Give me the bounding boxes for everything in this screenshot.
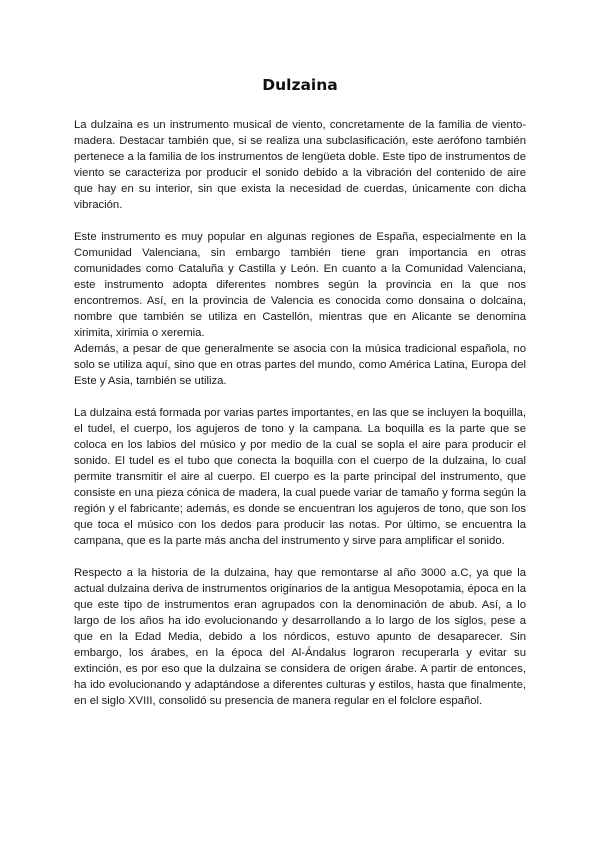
document-title: Dulzaina xyxy=(262,76,338,94)
paragraph-history: Respecto a la historia de la dulzaina, hay que remontarse al año 3000 a.C, ya que la actual dulzaina deriva de instrumentos originarios de la antigua Mesopotamia, época en la que este tipo de instrumentos eran agrupados con la denominación de abub. Así, a lo largo de los años ha ido evolucionando y desarrollando a lo largo de los siglos, pese a que en la Edad Media, debido a los nórdicos, estuvo apunto de desaparecer. Sin embargo, los árabes, en la época del Al-Ándalus lograron recuperarla y evitar su extinción, es por eso que la dulzaina se considera de origen árabe. A partir de entonces, ha ido evolucionando y adaptándose a diferentes culturas y estilos, hasta que finalmente, en el siglo XVIII, consolidó su presencia de manera regular en el folclore español. xyxy=(74,567,526,707)
document-body xyxy=(74,117,526,709)
paragraph-regions: Este instrumento es muy popular en algunas regiones de España, especialmente en la Comunidad Valenciana, sin embargo también tiene gran importancia en otras comunidades como Cataluña y Castilla y León. En cuanto a la Comunidad Valenciana, este instrumento adopta diferentes nombres según la provincia en la que nos encontremos. Así, en la provincia de Valencia es conocida como donsaina o dolcaina, nombre que también se utiliza en Castellón, mientras que en Alicante se denomina xirimita, xirimia o xeremia. xyxy=(74,231,526,339)
paragraph-parts: La dulzaina está formada por varias partes importantes, en las que se incluyen la boquilla, el tudel, el cuerpo, los agujeros de tono y la campana. La boquilla es la parte que se coloca en los labios del músico y por medio de la cual se sopla el aire para producir el sonido. El tudel es el tubo que conecta la boquilla con el cuerpo de la dulzaina, lo cual permite transmitir el aire al cuerpo. El cuerpo es la parte principal del instrumento, que consiste en una pieza cónica de madera, la cual puede variar de tamaño y forma según la región y el fabricante; además, es donde se encuentran los agujeros de tono, que son los que toca el músico con los dedos para producir las notas. Por último, se encuentra la campana, que es la parte más ancha del instrumento y sirve para amplificar el sonido. xyxy=(74,407,526,547)
paragraph-definition: La dulzaina es un instrumento musical de viento, concretamente de la familia de viento-madera. Destacar también que, si se realiza una subclasificación, este aerófono también pertenece a la familia de los instrumentos de lengüeta doble. Este tipo de instrumentos de viento se caracteriza por producir el sonido debido a la vibración del contenido de aire que hay en su interior, sin que exista la necesidad de cuerdas, únicamente con dicha vibración. xyxy=(74,119,526,211)
paragraph-worldwide: Además, a pesar de que generalmente se asocia con la música tradicional española, no solo se utiliza aquí, sino que en otras partes del mundo, como América Latina, Europa del Este y Asia, también se utiliza. xyxy=(74,343,526,387)
